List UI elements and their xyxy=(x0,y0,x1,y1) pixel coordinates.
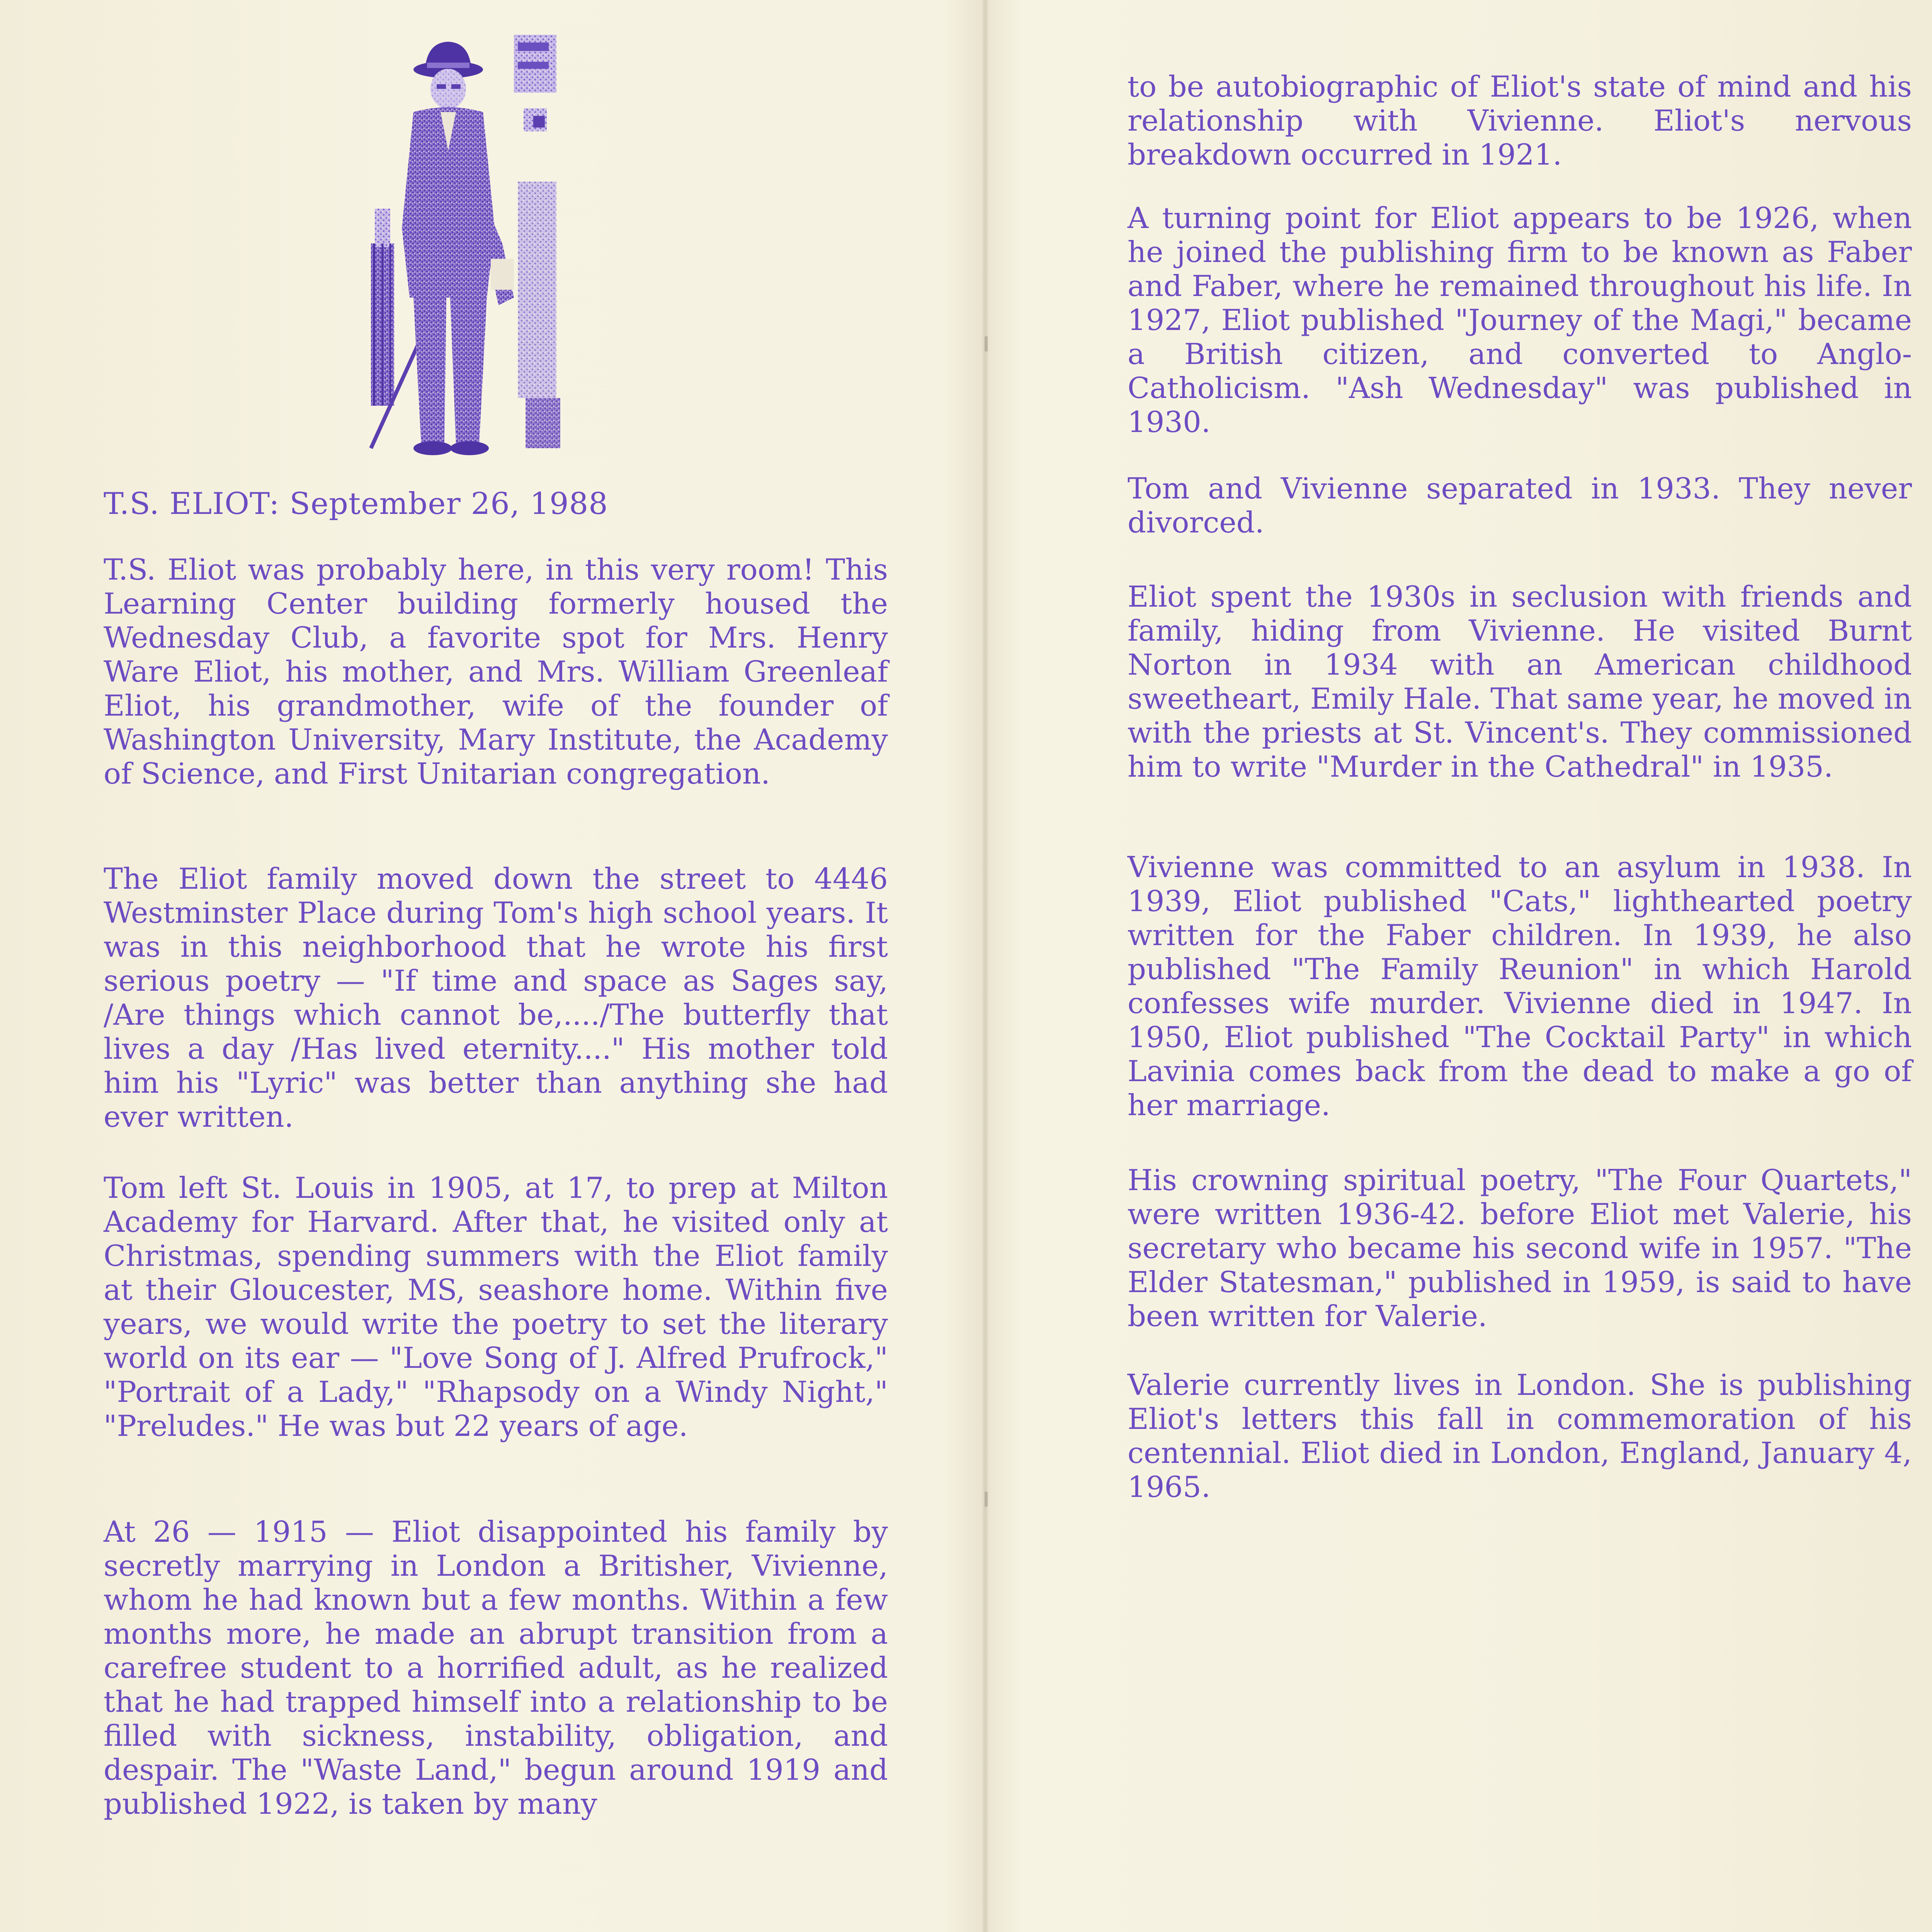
paragraph-text: Vivienne was committed to an asylum in 1938. In 1939, Eliot published "Cats," lighthearted poetry written for the Faber children. In 1939, he also published "The Family Reunion" in which Harold confesses wife murder. Vivienne died in 1947. In 1950, Eliot published "The Cocktail Party" in which Lavinia comes back from the dead to make a go of her marriage. xyxy=(1128,850,1912,1122)
right-paragraph-2 xyxy=(1128,201,1912,439)
staple-top xyxy=(985,336,988,352)
paragraph-text: Valerie currently lives in London. She is publishing Eliot's letters this fall in commemoration of his centennial. Eliot died in London, England, January 4, 1965. xyxy=(1128,1368,1912,1504)
staple-bottom xyxy=(985,1492,988,1507)
paragraph-text: T.S. Eliot was probably here, in this very room! This Learning Center building formerly housed the Wednesday Club, a favorite spot for Mrs. Henry Ware Eliot, his mother, and Mrs. William Greenleaf Eliot, his grandmother, wife of the founder of Washington University, Mary Institute, the Academy of Science, and First Unitarian congregation. xyxy=(104,553,888,791)
page-title: T.S. ELIOT: September 26, 1988 xyxy=(104,486,608,521)
paragraph-text: to be autobiographic of Eliot's state of mind and his relationship with Vivienne. Eliot's nervous breakdown occurred in 1921. xyxy=(1128,70,1912,172)
paragraph-text: At 26 — 1915 — Eliot disappointed his family by secretly marrying in London a Britisher, Vivienne, whom he had known but a few months. Within a few months more, he made an abrupt transition from a carefree student to a horrified adult, as he realized that he had trapped himself into a relationship to be filled with sickness, instability, obligation, and despair. The "Waste Land," begun around 1919 and published 1922, is taken by many xyxy=(104,1515,888,1821)
paragraph-text: The Eliot family moved down the street to 4446 Westminster Place during Tom's high school years. It was in this neighborhood that he wrote his first serious poetry — "If time and space as Sages say, /Are things which cannot be,..../The butterfly that lives a day /Has lived eternity...." His mother told him his "Lyric" was better than anything she had ever written. xyxy=(104,862,888,1134)
booklet-gutter xyxy=(981,0,989,1932)
left-paragraph-1 xyxy=(104,553,888,791)
man-in-hat-standing-photo-icon xyxy=(363,27,564,460)
paragraph-text: Eliot spent the 1930s in seclusion with friends and family, hiding from Vivienne. He visited Burnt Norton in 1934 with an American childhood sweetheart, Emily Hale. That same year, he moved in with the priests at St. Vincent's. They commissioned him to write "Murder in the Cathedral" in 1935. xyxy=(1128,580,1912,784)
paragraph-text: Tom and Vivienne separated in 1933. They never divorced. xyxy=(1128,471,1912,539)
paragraph-text: Tom left St. Louis in 1905, at 17, to prep at Milton Academy for Harvard. After that, he visited only at Christmas, spending summers with the Eliot family at their Gloucester, MS, seashore home. Within five years, we would write the poetry to set the literary world on its ear — "Love Song of J. Alfred Prufrock," "Portrait of a Lady," "Rhapsody on a Windy Night," "Preludes." He was but 22 years of age. xyxy=(104,1171,888,1443)
left-page-heading-block xyxy=(104,487,888,521)
left-paragraph-4 xyxy=(104,1515,888,1821)
left-paragraph-2 xyxy=(104,862,888,1134)
right-paragraph-6 xyxy=(1128,1163,1912,1333)
paragraph-text: A turning point for Eliot appears to be 1926, when he joined the publishing firm to be known as Faber and Faber, where he remained throughout his life. In 1927, Eliot published "Journey of the Magi," became a British citizen, and converted to Anglo-Catholicism. "Ash Wednesday" was published in 1930. xyxy=(1128,201,1912,439)
right-paragraph-4 xyxy=(1128,580,1912,784)
left-paragraph-3 xyxy=(104,1171,888,1443)
right-paragraph-7 xyxy=(1128,1368,1912,1504)
paragraph-text: His crowning spiritual poetry, "The Four Quartets," were written 1936-42. before Eliot met Valerie, his secretary who became his second wife in 1957. "The Elder Statesman," published in 1959, is said to have been written for Valerie. xyxy=(1128,1163,1912,1333)
right-paragraph-5 xyxy=(1128,850,1912,1122)
right-paragraph-3 xyxy=(1128,471,1912,539)
right-paragraph-1 xyxy=(1128,70,1912,172)
